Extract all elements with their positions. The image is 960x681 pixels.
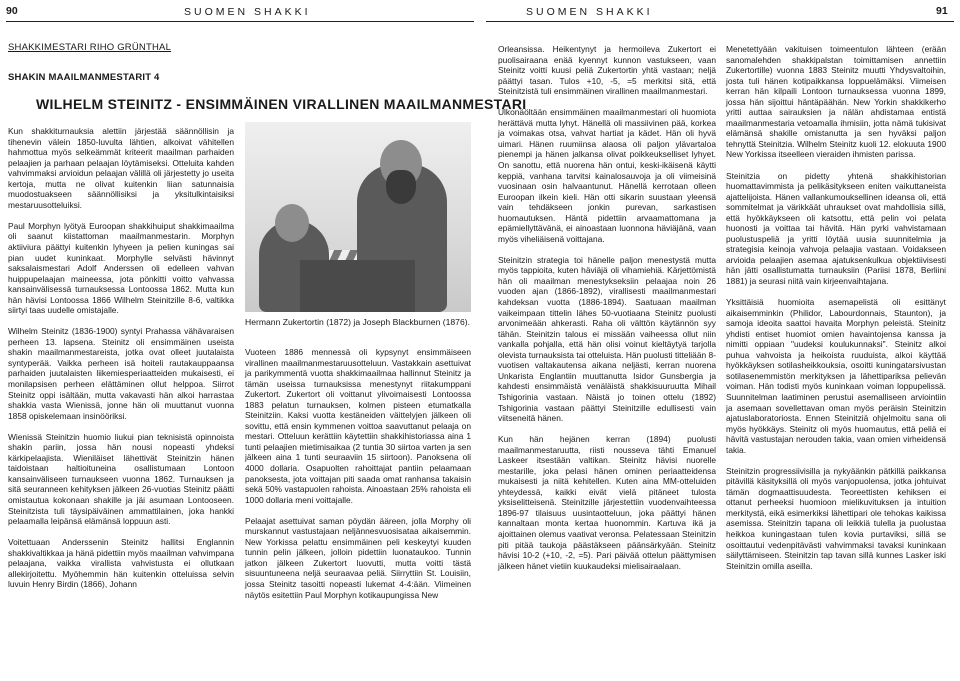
paragraph: Pelaajat asettuivat saman pöydän ääreen, jolla Morphy oli murskannut vastustajaan neljännesvuosisataa aikaisemmin. New Yorkissa pelattu ensimmäinen peli keskeytyi kuuden tunnin pelin jälkeen, jolloin pidettiin luonataukoo. Tunnin jatkon jälkeen Zukertort luovutti, mutta voitti tästä sisuuntuneena neljä seuraavaa peliä. Siirryttiin St. Louisiin, jossa Steinitz tasoitti nopeasti lukemat 4-4:ään. Viimeinen näytös esitettiin Paul Morphyn kotikaupungissa New	[245, 515, 471, 600]
paragraph: Kun hän hejänen kerran (1894) puolusti maailmanmestaruutta, riisti nousseva tähti Emanuel Laskeer itsestään valtikan. Steinitz hävisi nuorelle mestarille, joka pelasi hänen ominen periaatteidensa mukaisesti ja niitä kehitellen. Kuten aina MM-otteluiden yhteydessä, kaikki eivät vielä pitäneet tulosta yksiselitteisenä. Steinitzille järjestettiin vuodenvaihteessa 1896-97 tilaisuus uusintaotteluun, joka päättyi hänen kannaltaan monta kertaa huonommin. Kartuva ikä ja ajoittainen olemus vaativat veronsa. Pelatessaan Steinitzin piti pitää taukoja päästäkseen päänsärkyään. Steinitz hävisi 10-2 (+10, -2, =5). Pari päivää ottelun päättymisen jälkeen hänet vietiin kuukaudeksi mielisairaalaan.	[498, 434, 716, 571]
paragraph: Steinitzin progressiivisilla ja nykyäänkin pätkillä paikkansa pitävillä käsityksillä oli myös vanjopuolensa, jotka johtuivat tämän dogmaattisuudesta. Teoreettisten kehiksen ei ottanut perheeksi huomioon mielikuvituksen ja intuition merkitystä, eikä esimerkiksi lähettipari ole tehokas kaikissa asemissa. Steinitzin tapana oli leikkiä tulella ja puolustaa heikkoa kuningastaan tulen kovia purtaviksi, sillä se osoittautui vedenpitävästi vahvimmaksi tavaksi kuninkaan säilyttämiseen. Steinitzin tap tavan sillä kunnes Lasker iski Steinitzin omilla aseilla.	[726, 465, 946, 571]
right-page	[480, 0, 960, 681]
paragraph: Wienissä Steinitzin huomio liukui pian teknisistä opinnoista shakin pariin, jossa hän nousi nopeasti yhdeksi kärkipelaajista. Wieniläiset lähettivät Steinitzin hänen taidoistaan haltioituneina osallistumaan Lontoon kansainväliseen turnaukseen vuonna 1862. Turnauksen ja sitä seuranneen kehityksen jälkeen 26-vuotias Steinitz päätti omistautua kokonaan shakille ja jäi asumaan Lontooseen. Steinitzista tuli täysipäiväinen ammattilainen, joka hankki pelaamalla leipänsä elämänsä loppuun asti.	[8, 431, 234, 527]
table-graphic	[300, 260, 415, 312]
paragraph: Orleansissa. Heikentynyt ja hermoileva Zukertort ei puolisairaana enää kyennyt kunnon vastukseen, vaan Steinitz voitti kuusi peliä Zukertortin yhtä vastaan; neljä päättyi tasan. Tulos +10, -5, =5 merkitsi sitä, että Steinitzistä tuli ensimmäinen virallinen maailmanmestari.	[498, 44, 716, 97]
header-rule-left	[6, 21, 474, 22]
figure-beard	[386, 170, 416, 204]
section-kicker: SHAKKIMESTARI RIHO GRÜNTHAL	[8, 42, 172, 53]
series-kicker: SHAKIN MAAILMANMESTARIT 4	[8, 72, 160, 83]
paragraph: Menetettyään vakituisen toimeentulon lähteen (erään sanomalehden shakkipalstan toimittamisen annettiin Zukertortille) vuonna 1883 Steinitz muutti Yhdysvaltoihin, josta tuli hänen kotipaikkansa loppuelämäksi. Viimeisen kerran hän kilpaili Lontoon turnauksessa vuonna 1899, jossa hän sijoittui häntäpäähän. New Yorkin shakkikerho yritti auttaa sairauksien ja nälän ahdistamaa entistä maailmanmestaria vetoamalla ihmisiin, jotta nämä tukisivat elämänsä shakille omistanutta ja sen hyväksi paljon tehnyttä Steinitzia. Wilhelm Steinitz kuoli 12. elokuuta 1900 New Yorkissa itseelleen vieraiden ihmisten parissa.	[726, 44, 946, 160]
paragraph: Vuoteen 1886 mennessä oli kypsynyt ensimmäiseen virallinen maailmanmestaruusotteluun. Vastakkain asettuivat ja parikymmentä vuotta shakkimaailmaa hallinnut Steinitz ja tämän useissa turnauksissa menestynyt riitakumppani Zukertort. Zukertort oli voittanut ylivoimaisesti Lontoossa 1883 pelatun turnauksen, kolmen pisteen etumatkalla Steinitziin. Kaksi vuotta kestäneiden väittelyjen jälkeen oli sovittu, että ensin kymmenen voittoa saavuttanut pelaaja on mestari. Otteluun kerättiin käytettiin shakkihistoriassa aina 1 tunti pelaajien mietimisaikaa (2 tuntia 30 siirtoa varten ja sen jälkeen aina 1 tunti seuraaviin 15 siirtoon). Panoksena oli 4000 dollaria. Osapuolten rahoittajat pantiin pelaamaan panoksesta, jota voittajan piti saada omat ranhansa takaisin sekä 50% vastapuolen rahoista. Ainoastaan 25% rahoista eli 1000 dollaria meni voittajalle.	[245, 347, 471, 505]
header-rule-right	[486, 21, 954, 22]
paragraph: Paul Morphyn lyötyä Euroopan shakkihuiput shakkimaailma oli saanut kiistattoman maailmanmestarin. Morphyn aktiiviura päättyi kuitenkin lyhyeen ja pelien kuningas sai pian uudet kuninkaat. Morphylle selvästi hävinnyt saksalaismestari Adolf Anderssen oli edelleen vahvan huippupelaajan maineessa, jota pönkitti voitto vahvassa kansainvälisessä turnauksessa Lontoossa 1862. Mutta kun hän hävisi Lontoossa 1866 Wilhelm Steinitzille 8-6, valtikka siirtyi taas uudelle omistajalle.	[8, 220, 234, 316]
paragraph: Yksittäisiä huomioita asemapelistä oli esittänyt aikaisemminkin (Philidor, Labourdonnais, Staunton), ja samoja ideoita saattoi havaita Morphyn peleistä. Steinitz yhdisti entiset huomiot omien havaintojensa kanssa ja nimitti oppiaan "uudeksi koulukunnaksi". Steinitz alkoi puhua vahvoista ja heikoista ruuduista, alkoi käyttää hyökkäyksen sotilasheikkouksia, osoitti kuningatarsivustan sotilasenemmistön merkityksen ja lähettipariksa pelievän voiman. Hän todisti myös kuninkaan voiman loppupelissä. Suunnitelman laatiminen perustui asemalliseen arviointiin ja asemaan sovellettavan oman myös peräisin Steinitzin ajatuslaboratoriosta. Ennen Steinitziä ohjelmoitu sana oli myös hyökkäys. Steinitz oli myös huomautus, että peliä ei hävitä vastustajan nerouden takia, vaan omien virheidensä takia.	[726, 297, 946, 455]
left-column-1	[8, 126, 234, 600]
right-column-1	[498, 44, 716, 582]
running-head-left: SUOMEN SHAKKI	[184, 6, 311, 18]
paragraph: Steinitzia on pidetty yhtenä shakkihistorian huomattavimmista ja pelikäsitykseen eniten vaikuttaneista ajattelijoista. Hänen vallankumouksellinen ideansa oli, että sommitelmat ja värikkäät uhraukset ovat mahdollisia sillä, että hyökkäykseen oli katsottu, että pelin voi pelata huonosti ja voittaa tai hävitä. Hän pyrki vahvistamaan puolustuspeliä ja yritti löytää uusia suunnitelmia ja strategisia keinoja vahvoja pelaajia vastaan. Voidakseen arvioida pelaajien asemaa ajatuksenkulkua objektiivisesti hän jätti osallistumatta turnauksiin (Pariisi 1878, Berliini 1881) ja seurasi niitä vain kirjeenvaihtajana.	[726, 170, 946, 286]
portrait-photo	[245, 122, 471, 312]
paragraph: Ulkonäöltään ensimmäinen maailmanmestari oli huomiota herättävä mutta lyhyt. Hänellä oli massiivinen pää, korkea ja voimakas otsa, vahvat hartiat ja kädet. Hän oli hyvä uimari. Hänen ruumiinsa alaosa oli paljon ylävartaloa pienempi ja hänen jalkansa olivat poikkeukselliset lyhyet. On sanottu, että nuorena hän ontui, keski-ikäisenä käytti keppiä, vanhana tarvitsi kainalosauvoja ja oli viimeisinä vuosinaan osin halvaantunut. Hänellä kerrotaan olleen Euroopan ilkein kieli. Hän otti sikarin suustaan yleensä vain tehdäkseen jonkin purevan, sarkastisen huomautuksen. Häntä pidettiin arvaamattomana ja epämiellyttävänä, ei ainoastaan luonnona häviäjänä, vaan myös viheliäisenä voittajana.	[498, 107, 716, 244]
photo-caption: Hermann Zukertortin (1872) ja Joseph Blackburnen (1876).	[245, 317, 470, 327]
paragraph: Kun shakkiturnauksia alettiin järjestää säännöllisin ja tihenevin välein 1850-luvulta lähtien, alkoivat vähitellen hahmottua myös selkeämmät kriteerit maailman parhaiden pelaajien ja parhaan pelaajan löytämiseksi. Otteluita kahden vahvimmaksi arvioidun pelaajan välillä oli järjestetty jo useita kertoja, mutta ne olivat kuitenkin liian satunnaisia muodostuakseen säännöllisiksi ja yksitulkintaisiksi mestaruusotteluiksi.	[8, 126, 234, 210]
paragraph: Voitettuaan Anderssenin Steinitz hallitsi Englannin shakkivaltikkaa ja hänä pidettiin myös maailman vahvimpana pelaajana, vaikka virallista vahvistusta ei ollutkaan allekirjoitettu. Myöhemmin hän kuitenkin otteluissa selvin luvuin Henry Birdin (1866), Johann	[8, 537, 234, 590]
page-number-right: 91	[936, 5, 948, 17]
running-head-right: SUOMEN SHAKKI	[526, 6, 653, 18]
paragraph: Wilhelm Steinitz (1836-1900) syntyi Prahassa vähävaraisen perheen 13. lapsena. Steinitz oli ensimmäinen useista shakin maailmanmestareista, jotka ovat olleet juutalaista syntyperää. Vaikka perheen isä hoiteli rautakauppaansa parhaiden juutalaisten liikemiesperiaatteiden mukaisesti, ei monilapsisen perheen elättäminen ollut helppoa. Siirrot Steinitz oppi isältään, mutta vakavasti hän alkoi harrastaa shakkia vasta Wienissä, jonne hän oli muuttanut vuonna 1858 opiskelemaan insinööriksi.	[8, 326, 234, 421]
page-number-left: 90	[6, 5, 18, 17]
paragraph: Steinitzin strategia toi hänelle paljon menestystä mutta myös tappioita, kuten häviäjä oli vihamiehiä. Kärjettömistä hän oli maailman menestykseksiin pelaajaa noin 26 vuoden ajan (1866-1892), virallisesti maailmanmestari kahdeksan vuotta (1886-1894). Saatuaan maailman vaikeimpaan tittelin lähes 50-vuotiaana Steinitz puolusti arvonimeään ahkerasti. Raha oli välttön käytännön syy tähän. Steinitzin talous ei missään vaiheessa ollut niin vankalla pohjalla, että hän olisi voinut kieltäytyä tarjolla olevista turnauksista tai otteluista. Hän puolusti titteliään 8-vuotisen valtakautensa aikana neljästi, kerran nuorena Unkarista Englantiin muuttanutta Isidor Gunsbergia ja kahdesti ensimmäistä venäläistä shakkisuuruutta Mihail Tshigorinia vastaan. Näistä jo toinen ottelu (1892) Tshigorinia vastaan päättyi Steinitzille edullisesti vain viitseneitä hänen.	[498, 254, 716, 424]
article-headline: WILHELM STEINITZ - ENSIMMÄINEN VIRALLINEN MAAILMANMESTARI	[36, 96, 527, 112]
right-column-2	[726, 44, 946, 582]
left-column-2	[245, 347, 471, 611]
figure-seated-head	[275, 204, 309, 242]
